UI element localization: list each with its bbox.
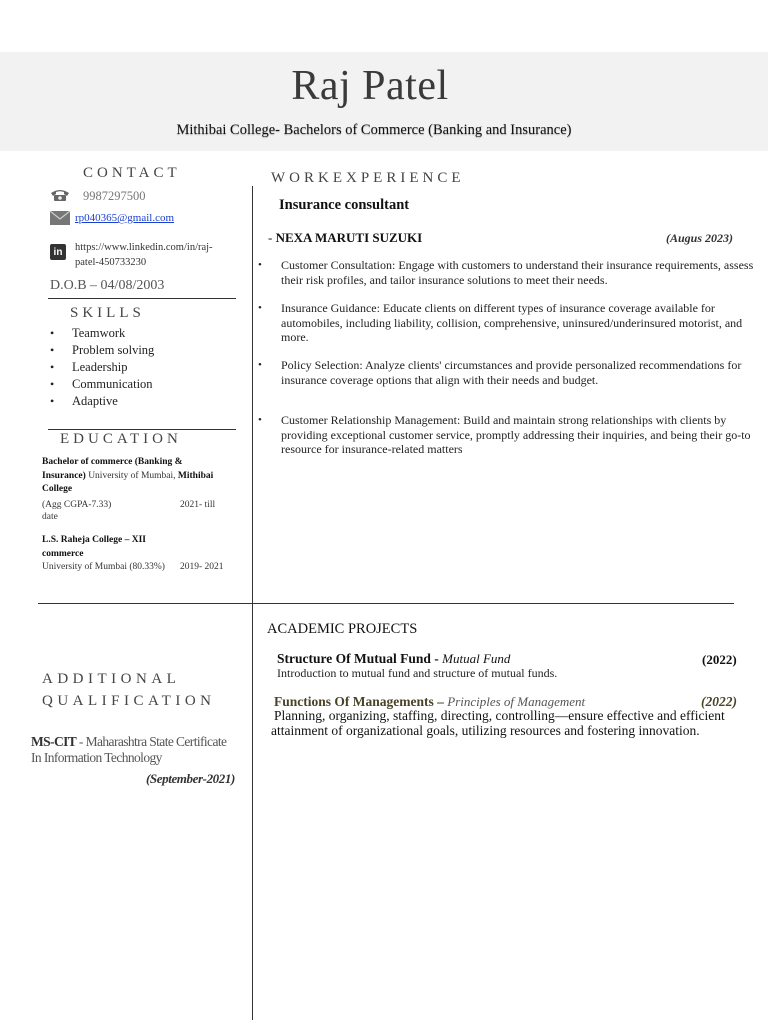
additional-heading [42, 668, 216, 712]
envelope-icon [50, 211, 70, 225]
education-entry-1 [42, 456, 242, 497]
certification [31, 734, 246, 766]
skill-item: • Teamwork [46, 325, 246, 342]
project-title: Functions Of Managements – [274, 694, 448, 709]
linkedin-icon[interactable]: in [50, 244, 66, 260]
company-prefix: - [268, 230, 276, 245]
cert-name: MS-CIT [31, 734, 77, 749]
degree-title: Bachelor of commerce (Banking & [42, 457, 183, 467]
additional-heading-line2: QUALIFICATION [42, 693, 216, 709]
linkedin-url[interactable] [75, 240, 213, 270]
years: 2021- till [180, 500, 216, 510]
work-bullet: • Customer Consultation: Engage with customers to understand their insurance requirements, assess their risk profiles, and tailor insurance solutions to meet their needs. [258, 258, 768, 287]
school-stream: commerce [42, 548, 84, 559]
work-bullet: • Policy Selection: Analyze clients' circumstances and provide personalized recommendations for insurance coverage options that align with their needs and budget. [258, 358, 768, 387]
board-score: University of Mumbai (80.33%) [42, 562, 165, 572]
education-rule [48, 429, 236, 430]
skills-list [46, 325, 246, 410]
project-description [271, 709, 751, 738]
skill-item: • Communication [46, 376, 246, 393]
job-date: (Augus 2023) [666, 231, 734, 245]
work-bullet-text: Insurance Guidance: Educate clients on different types of insurance coverage available for automobiles, including liability, collision, comprehensive, uninsured/underinsured motorist, and more. [281, 301, 743, 344]
project-subject: Mutual Fund [442, 651, 511, 666]
years: 2019- 2021 [180, 562, 224, 572]
university: University of Mumbai, [85, 470, 178, 481]
work-bullet-text: Policy Selection: Analyze clients' circumstances and provide personalized recommendations for insurance coverage options that align with their needs and budget. [281, 358, 742, 387]
education-entry-2 [42, 534, 242, 575]
work-bullet: • Customer Relationship Management: Build and maintain strong relationships with clients by providing exceptional customer service, promptly addressing their inquiries, and being their go-to resource for insurance-related matters [258, 413, 768, 457]
degree-title-cont: Insurance) [42, 470, 86, 481]
college-line: Mithibai College- Bachelors of Commerce (Banking and Insurance) [176, 122, 572, 138]
date-of-birth: D.O.B – 04/08/2003 [50, 278, 165, 293]
email-link[interactable]: rp040365@gmail.com [75, 212, 175, 224]
project-description: Introduction to mutual fund and structure of mutual funds. [277, 666, 558, 680]
education-heading: EDUCATION [60, 431, 182, 447]
years-cont: date [42, 512, 58, 522]
school-title: L.S. Raheja College – XII [42, 535, 146, 545]
phone-number[interactable]: 9987297500 [83, 189, 146, 203]
project-year: (2022) [701, 694, 737, 709]
cert-title: - Maharashtra State Certificate [76, 734, 227, 749]
phone-icon [48, 187, 72, 203]
project-subject: Principles of Management [447, 694, 586, 709]
skills-heading: SKILLS [70, 305, 145, 321]
contact-heading: CONTACT [83, 165, 181, 181]
linkedin-url-line2: patel-450733230 [75, 257, 147, 268]
project-year: (2022) [702, 652, 737, 667]
work-heading: WORKEXPERIENCE [271, 170, 465, 186]
job-role: Insurance consultant [279, 197, 410, 213]
skill-item: • Problem solving [46, 342, 246, 359]
cert-date: (September-2021) [146, 771, 235, 786]
company-name: NEXA MARUTI SUZUKI [275, 230, 423, 245]
project-title-line [277, 651, 510, 667]
grade: (Agg CGPA-7.33) [42, 500, 112, 510]
dob-rule [48, 298, 236, 299]
project-description-line2: attainment of organizational goals, utilizing resources and fostering innovation. [271, 722, 700, 738]
company-line [268, 230, 422, 246]
project-title: Structure Of Mutual Fund - [277, 651, 443, 666]
education-entry-1-detail [42, 499, 242, 523]
additional-heading-line1: ADDITIONAL [42, 671, 181, 687]
project-description-line1: Planning, organizing, staffing, directing, controlling—ensure effective and efficient [274, 708, 725, 723]
candidate-name: Raj Patel [291, 63, 449, 109]
linkedin-url-line1: https://www.linkedin.com/in/raj- [75, 242, 213, 253]
work-bullet-text: Customer Relationship Management: Build and maintain strong relationships with clients by providing exceptional customer service, promptly addressing their inquiries, and being their go-to resource for insurance-related matters [281, 413, 751, 456]
section-divider [38, 603, 734, 604]
skill-item: • Adaptive [46, 393, 246, 410]
skill-item: • Leadership [46, 359, 246, 376]
work-bullet-text: Customer Consultation: Engage with customers to understand their insurance requirements, assess their risk profiles, and tailor insurance solutions to meet their needs. [281, 258, 754, 287]
cert-title-cont: In Information Technology [31, 750, 162, 765]
work-bullet: • Insurance Guidance: Educate clients on different types of insurance coverage available for automobiles, including liability, collision, comprehensive, uninsured/underinsured motorist, and more. [258, 301, 768, 345]
projects-heading: ACADEMIC PROJECTS [267, 621, 418, 637]
college-name: Mithibai [177, 470, 214, 481]
college-name-cont: College [42, 484, 73, 494]
